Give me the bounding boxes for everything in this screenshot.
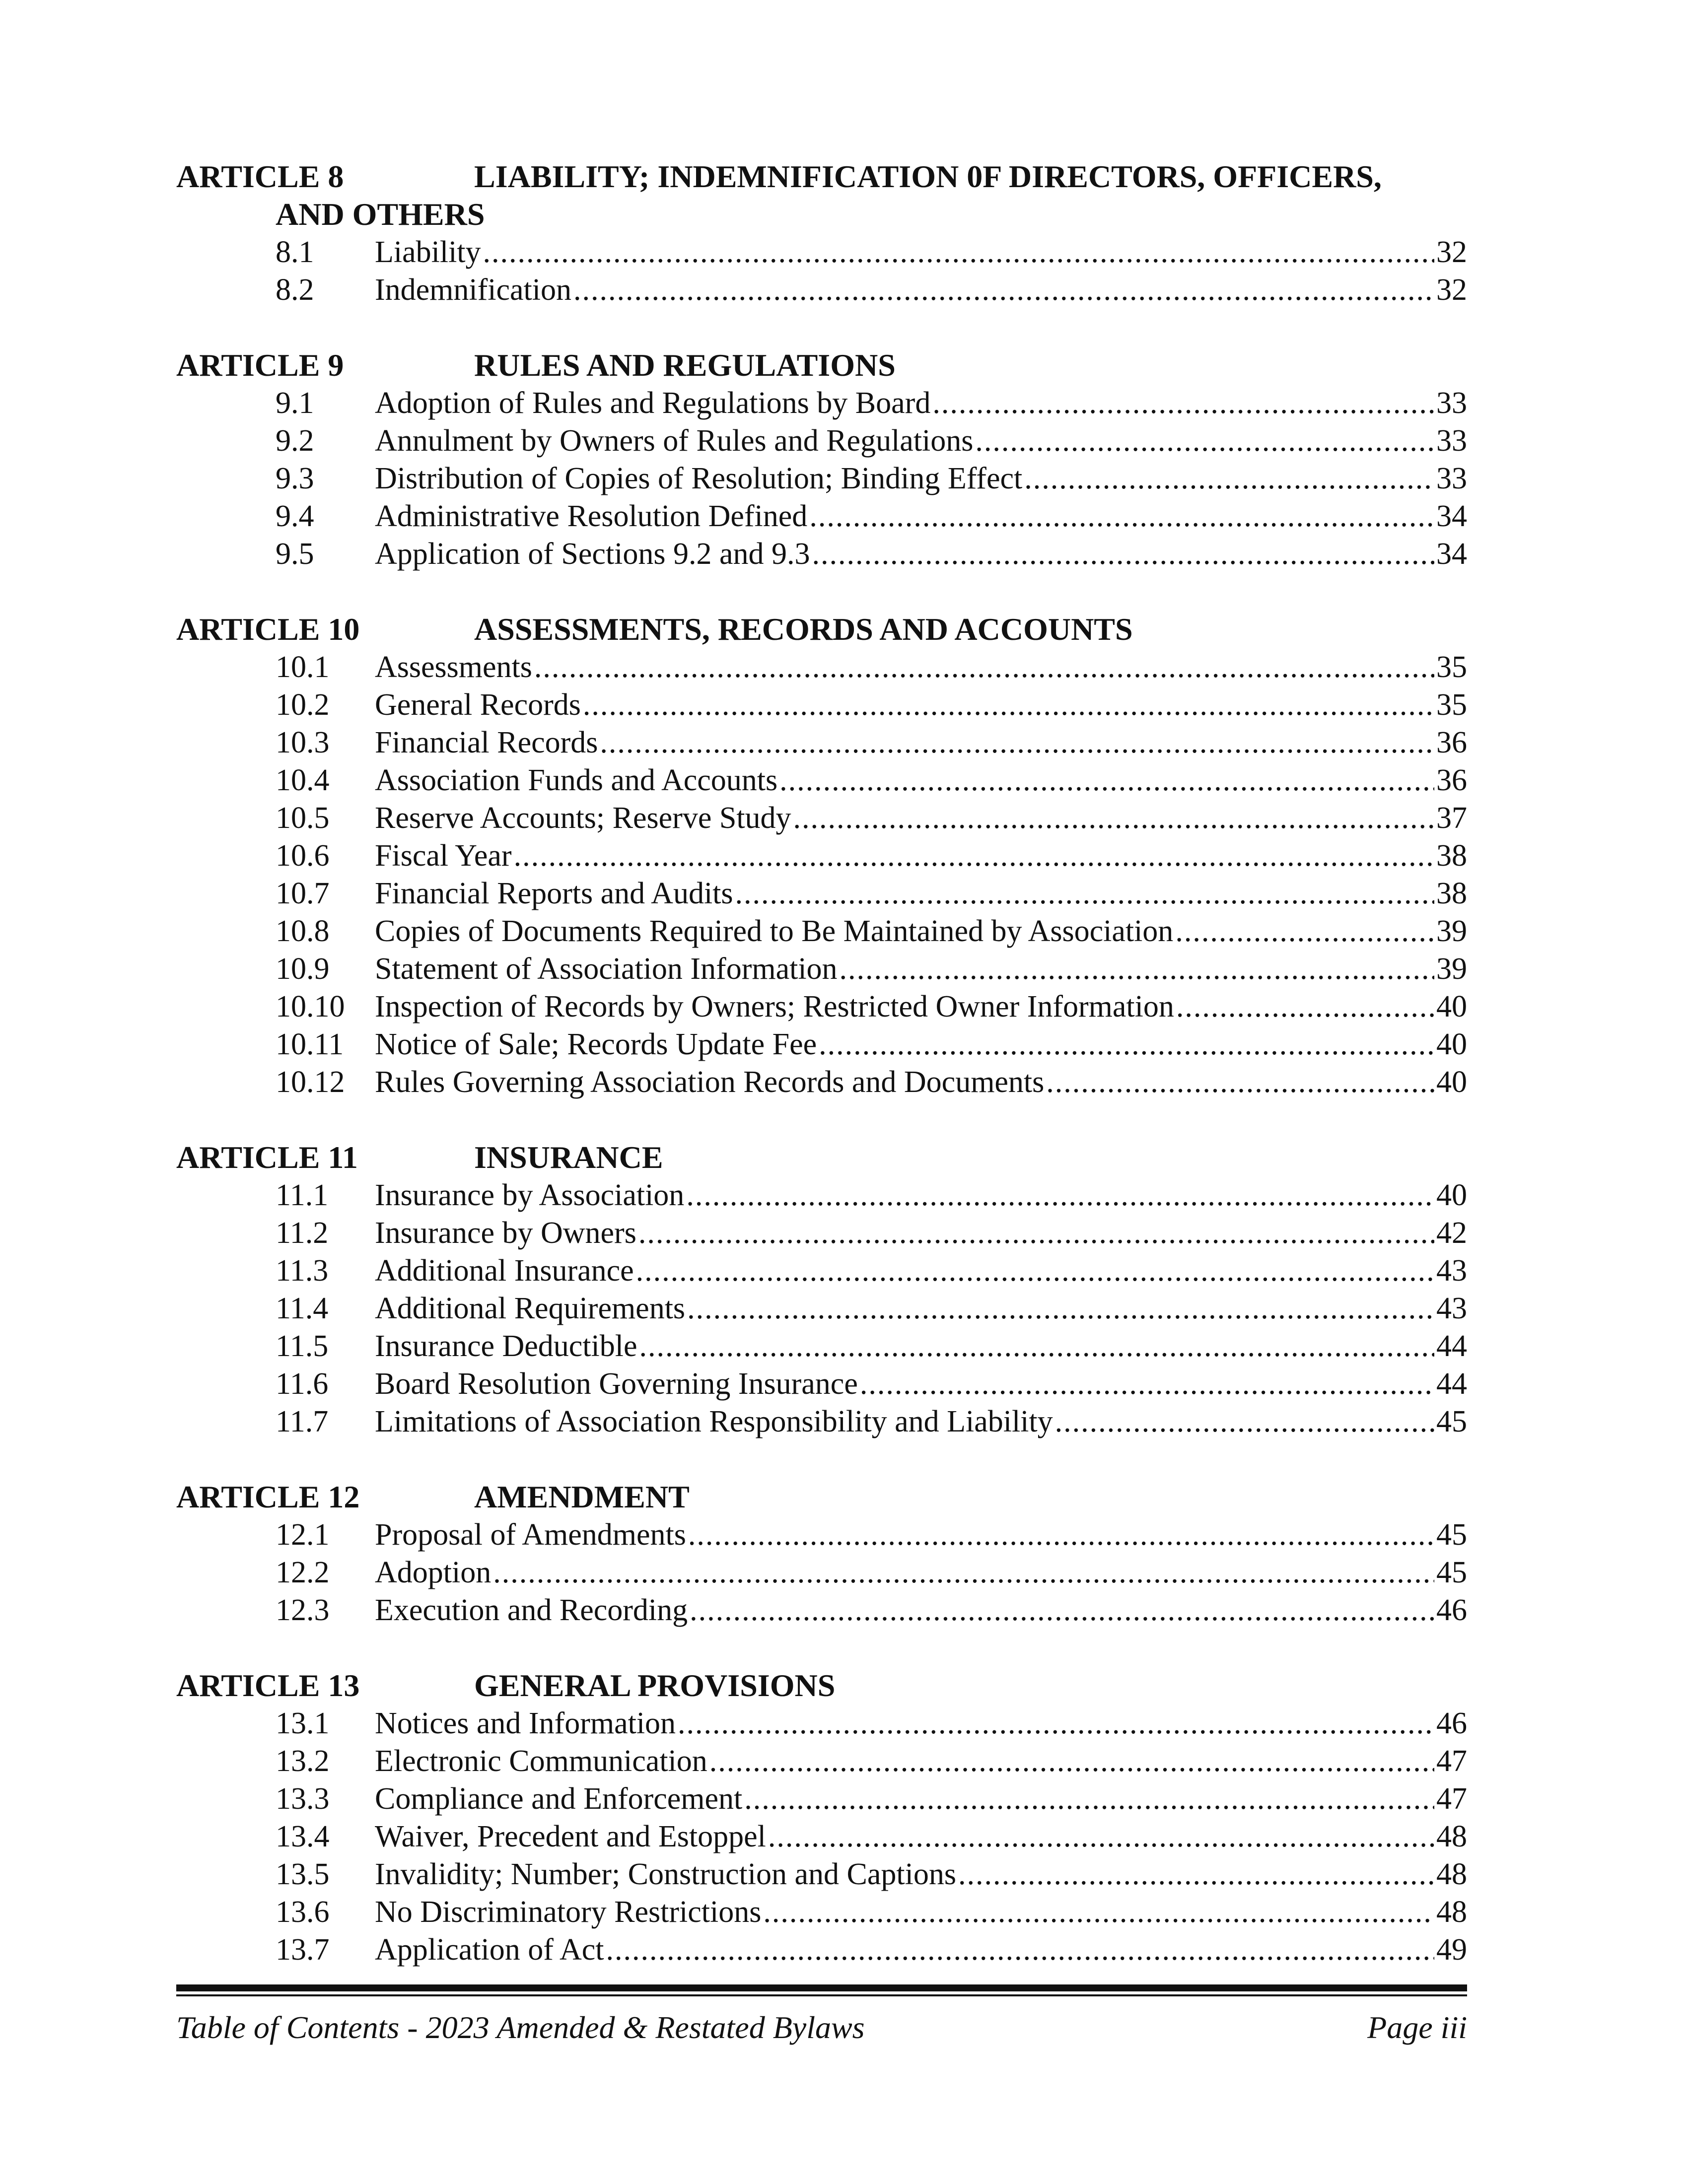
section-title: Notice of Sale; Records Update Fee: [375, 1027, 817, 1061]
dot-leader: [1175, 912, 1434, 950]
dot-leader: [860, 1365, 1434, 1403]
toc-entry: [176, 384, 1467, 422]
toc-entry: [176, 1214, 1467, 1252]
section-page-number: 40: [1436, 1065, 1467, 1099]
footer-rule-thick: [176, 1984, 1467, 1991]
section-page-number: 38: [1436, 839, 1467, 873]
toc-entry: [176, 648, 1467, 686]
dot-leader: [514, 837, 1434, 875]
toc-entry: [176, 1705, 1467, 1742]
section-title: Reserve Accounts; Reserve Study: [375, 801, 791, 835]
article-heading: [176, 1139, 1467, 1176]
section-title: Copies of Documents Required to Be Maintained by Association: [375, 914, 1174, 948]
section-page-number: 43: [1436, 1292, 1467, 1325]
section-page-number: 46: [1436, 1593, 1467, 1627]
dot-leader: [768, 1818, 1434, 1855]
section-title: Proposal of Amendments: [375, 1518, 686, 1552]
section-number: 12.3: [276, 1593, 330, 1627]
section-number: 13.7: [276, 1933, 330, 1967]
section-number: 13.2: [276, 1744, 330, 1778]
dot-leader: [1046, 1063, 1434, 1101]
article-block: [176, 1139, 1467, 1440]
toc-entry: [176, 1516, 1467, 1554]
section-number: 13.5: [276, 1857, 330, 1891]
section-page-number: 32: [1436, 235, 1467, 269]
footer-page-number: Page iii: [1367, 2010, 1467, 2045]
toc-entry: [176, 837, 1467, 875]
article-heading: [176, 1667, 1467, 1705]
dot-leader: [958, 1855, 1434, 1893]
section-title: Rules Governing Association Records and Documents: [375, 1065, 1045, 1099]
section-page-number: 39: [1436, 914, 1467, 948]
article-block: [176, 346, 1467, 573]
section-title: Financial Reports and Audits: [375, 877, 733, 910]
dot-leader: [932, 384, 1434, 422]
dot-leader: [1176, 988, 1434, 1025]
dot-leader: [678, 1705, 1434, 1742]
section-number: 11.3: [276, 1254, 329, 1288]
section-title: Adoption of Rules and Regulations by Board: [375, 386, 931, 420]
toc-entry: [176, 1742, 1467, 1780]
section-number: 10.10: [276, 990, 345, 1024]
toc-entry: [176, 233, 1467, 271]
section-number: 9.4: [276, 499, 314, 533]
article-heading: [176, 346, 1467, 384]
section-page-number: 33: [1436, 424, 1467, 458]
section-title: Inspection of Records by Owners; Restricted Owner Information: [375, 990, 1174, 1024]
article-heading: [176, 611, 1467, 648]
article-title: GENERAL PROVISIONS: [474, 1668, 836, 1703]
section-title: Waiver, Precedent and Estoppel: [375, 1820, 766, 1853]
section-title: Statement of Association Information: [375, 952, 838, 986]
toc-entry: [176, 875, 1467, 912]
section-page-number: 37: [1436, 801, 1467, 835]
dot-leader: [483, 233, 1434, 271]
toc-entry: [176, 686, 1467, 724]
section-number: 10.4: [276, 763, 330, 797]
toc-entry: [176, 1025, 1467, 1063]
toc-entry: [176, 535, 1467, 573]
article-number: ARTICLE 9: [176, 347, 344, 383]
section-number: 11.4: [276, 1292, 329, 1325]
page-footer: [176, 1984, 1467, 2046]
section-title: Financial Records: [375, 726, 598, 759]
article-block: [176, 1478, 1467, 1629]
dot-leader: [819, 1025, 1434, 1063]
article-number: ARTICLE 12: [176, 1479, 360, 1514]
dot-leader: [573, 271, 1434, 309]
toc-entry: [176, 799, 1467, 837]
section-page-number: 47: [1436, 1744, 1467, 1778]
section-title: Insurance Deductible: [375, 1329, 637, 1363]
footer-document-title: Table of Contents - 2023 Amended & Restated Bylaws: [176, 2010, 865, 2045]
section-number: 9.2: [276, 424, 314, 458]
section-number: 9.5: [276, 537, 314, 571]
section-number: 13.4: [276, 1820, 330, 1853]
toc-entry: [176, 1931, 1467, 1969]
section-number: 13.6: [276, 1895, 330, 1929]
section-page-number: 45: [1436, 1518, 1467, 1552]
section-title: Insurance by Owners: [375, 1216, 636, 1250]
section-number: 9.1: [276, 386, 314, 420]
toc-entry: [176, 1403, 1467, 1440]
dot-leader: [744, 1780, 1434, 1818]
section-title: Execution and Recording: [375, 1593, 688, 1627]
section-number: 10.5: [276, 801, 330, 835]
section-number: 13.1: [276, 1706, 330, 1740]
section-number: 10.8: [276, 914, 330, 948]
article-heading: [176, 158, 1467, 196]
section-number: 9.3: [276, 462, 314, 495]
article-number: ARTICLE 8: [176, 159, 344, 194]
section-page-number: 46: [1436, 1706, 1467, 1740]
dot-leader: [687, 1290, 1434, 1327]
section-title: Additional Requirements: [375, 1292, 686, 1325]
toc-entry: [176, 497, 1467, 535]
toc-entry: [176, 988, 1467, 1025]
article-block: [176, 611, 1467, 1101]
section-page-number: 48: [1436, 1820, 1467, 1853]
section-page-number: 35: [1436, 688, 1467, 722]
toc-entry: [176, 1327, 1467, 1365]
toc-entry: [176, 912, 1467, 950]
section-number: 10.2: [276, 688, 330, 722]
section-page-number: 42: [1436, 1216, 1467, 1250]
section-title: General Records: [375, 688, 581, 722]
dot-leader: [534, 648, 1434, 686]
section-title: Distribution of Copies of Resolution; Binding Effect: [375, 462, 1023, 495]
section-number: 10.1: [276, 650, 330, 684]
dot-leader: [793, 799, 1434, 837]
section-page-number: 40: [1436, 990, 1467, 1024]
toc-entry: [176, 460, 1467, 497]
toc-entry: [176, 1780, 1467, 1818]
article-title: ASSESSMENTS, RECORDS AND ACCOUNTS: [474, 612, 1133, 647]
section-number: 13.3: [276, 1782, 330, 1816]
dot-leader: [638, 1214, 1434, 1252]
section-page-number: 36: [1436, 763, 1467, 797]
section-number: 11.2: [276, 1216, 329, 1250]
table-of-contents: [176, 158, 1467, 2006]
section-title: Board Resolution Governing Insurance: [375, 1367, 858, 1401]
article-title: RULES AND REGULATIONS: [474, 347, 896, 383]
dot-leader: [840, 950, 1434, 988]
toc-entry: [176, 761, 1467, 799]
section-title: Electronic Communication: [375, 1744, 707, 1778]
toc-entry: [176, 1855, 1467, 1893]
section-page-number: 35: [1436, 650, 1467, 684]
section-page-number: 38: [1436, 877, 1467, 910]
section-number: 10.7: [276, 877, 330, 910]
section-title: No Discriminatory Restrictions: [375, 1895, 762, 1929]
toc-entry: [176, 422, 1467, 460]
section-title: Application of Sections 9.2 and 9.3: [375, 537, 810, 571]
section-page-number: 43: [1436, 1254, 1467, 1288]
article-block: [176, 1667, 1467, 1969]
dot-leader: [1024, 460, 1434, 497]
dot-leader: [686, 1176, 1434, 1214]
footer-text-row: [176, 2009, 1467, 2046]
section-page-number: 39: [1436, 952, 1467, 986]
section-number: 11.1: [276, 1178, 329, 1212]
dot-leader: [493, 1554, 1434, 1591]
section-page-number: 44: [1436, 1329, 1467, 1363]
article-number: ARTICLE 11: [176, 1140, 358, 1175]
section-page-number: 45: [1436, 1556, 1467, 1589]
section-number: 10.3: [276, 726, 330, 759]
section-number: 11.6: [276, 1367, 329, 1401]
footer-rule-thin: [176, 1994, 1467, 1996]
section-title: Liability: [375, 235, 481, 269]
dot-leader: [636, 1252, 1434, 1290]
dot-leader: [709, 1742, 1434, 1780]
toc-entry: [176, 1365, 1467, 1403]
article-heading: [176, 1478, 1467, 1516]
section-number: 11.7: [276, 1405, 329, 1438]
section-page-number: 44: [1436, 1367, 1467, 1401]
dot-leader: [812, 535, 1434, 573]
section-title: Invalidity; Number; Construction and Captions: [375, 1857, 956, 1891]
section-page-number: 32: [1436, 273, 1467, 307]
section-title: Compliance and Enforcement: [375, 1782, 743, 1816]
section-page-number: 34: [1436, 499, 1467, 533]
section-title: Administrative Resolution Defined: [375, 499, 808, 533]
section-number: 10.11: [276, 1027, 344, 1061]
section-title: Annulment by Owners of Rules and Regulations: [375, 424, 974, 458]
section-page-number: 40: [1436, 1178, 1467, 1212]
section-number: 8.1: [276, 235, 314, 269]
dot-leader: [688, 1516, 1434, 1554]
dot-leader: [735, 875, 1434, 912]
article-number: ARTICLE 10: [176, 612, 360, 647]
toc-entry: [176, 1176, 1467, 1214]
dot-leader: [600, 724, 1434, 761]
dot-leader: [1055, 1403, 1434, 1440]
section-number: 11.5: [276, 1329, 329, 1363]
toc-entry: [176, 1290, 1467, 1327]
section-page-number: 36: [1436, 726, 1467, 759]
toc-entry: [176, 1818, 1467, 1855]
section-title: Application of Act: [375, 1933, 604, 1967]
section-title: Fiscal Year: [375, 839, 512, 873]
toc-entry: [176, 1252, 1467, 1290]
toc-entry: [176, 1893, 1467, 1931]
article-title: INSURANCE: [474, 1140, 663, 1175]
toc-entry: [176, 1063, 1467, 1101]
dot-leader: [809, 497, 1434, 535]
dot-leader: [975, 422, 1434, 460]
section-page-number: 45: [1436, 1405, 1467, 1438]
section-page-number: 40: [1436, 1027, 1467, 1061]
dot-leader: [583, 686, 1434, 724]
section-page-number: 48: [1436, 1895, 1467, 1929]
section-number: 12.1: [276, 1518, 330, 1552]
dot-leader: [779, 761, 1434, 799]
section-page-number: 49: [1436, 1933, 1467, 1967]
section-title: Notices and Information: [375, 1706, 676, 1740]
dot-leader: [690, 1591, 1434, 1629]
section-page-number: 47: [1436, 1782, 1467, 1816]
section-page-number: 33: [1436, 386, 1467, 420]
article-block: [176, 158, 1467, 309]
toc-entry: [176, 271, 1467, 309]
section-title: Additional Insurance: [375, 1254, 634, 1288]
section-number: 8.2: [276, 273, 314, 307]
toc-entry: [176, 724, 1467, 761]
article-title: AMENDMENT: [474, 1479, 690, 1514]
section-number: 10.9: [276, 952, 330, 986]
section-number: 10.12: [276, 1065, 345, 1099]
article-number: ARTICLE 13: [176, 1668, 360, 1703]
dot-leader: [606, 1931, 1434, 1969]
section-title: Assessments: [375, 650, 532, 684]
section-title: Insurance by Association: [375, 1178, 685, 1212]
section-page-number: 48: [1436, 1857, 1467, 1891]
section-page-number: 33: [1436, 462, 1467, 495]
section-title: Adoption: [375, 1556, 492, 1589]
section-number: 12.2: [276, 1556, 330, 1589]
toc-entry: [176, 1591, 1467, 1629]
section-title: Limitations of Association Responsibility and Liability: [375, 1405, 1053, 1438]
toc-entry: [176, 950, 1467, 988]
toc-entry: [176, 1554, 1467, 1591]
article-title-continued: AND OTHERS: [276, 197, 485, 232]
dot-leader: [639, 1327, 1434, 1365]
section-page-number: 34: [1436, 537, 1467, 571]
section-title: Association Funds and Accounts: [375, 763, 778, 797]
article-title: LIABILITY; INDEMNIFICATION 0F DIRECTORS, OFFICERS,: [474, 159, 1382, 194]
section-title: Indemnification: [375, 273, 571, 307]
dot-leader: [763, 1893, 1434, 1931]
section-number: 10.6: [276, 839, 330, 873]
